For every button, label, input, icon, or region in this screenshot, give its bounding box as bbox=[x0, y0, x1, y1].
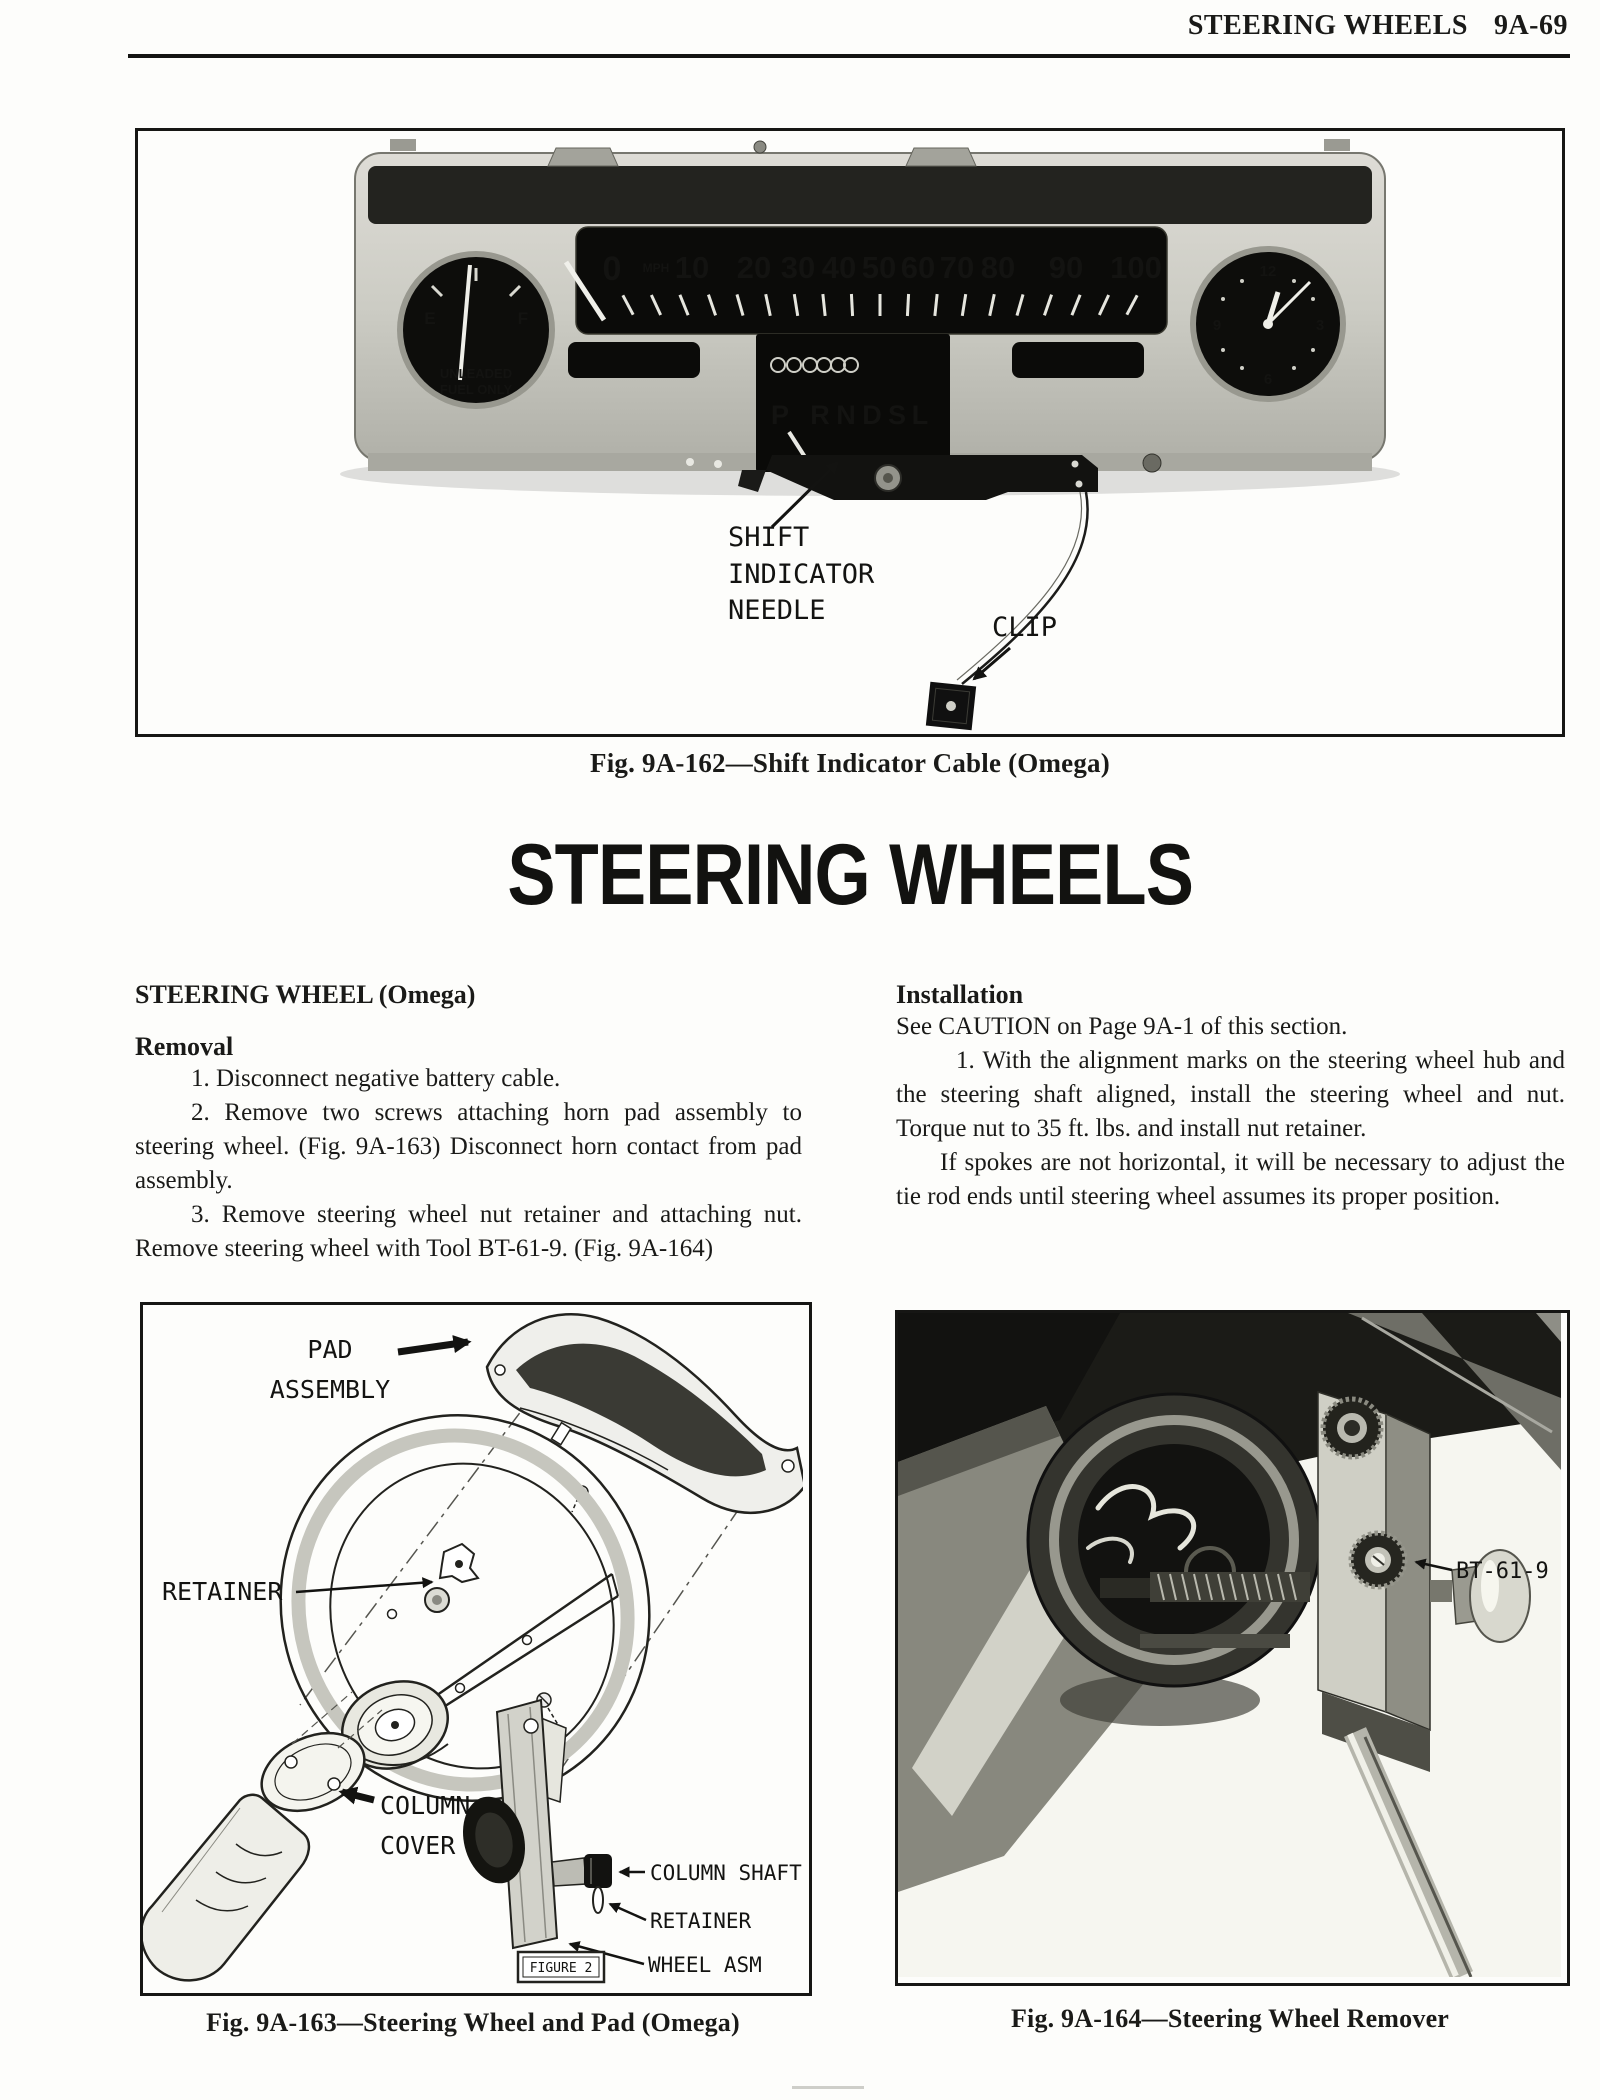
installation-paragraph: If spokes are not horizontal, it will be necessary to adjust the tie rod ends until steering wheel assumes its proper position. bbox=[896, 1149, 1565, 1210]
retainer-clip-drawing bbox=[440, 1544, 478, 1582]
gear-letter: L bbox=[911, 400, 929, 430]
fuel-f-label: F bbox=[517, 309, 529, 328]
clock-numeral: 12 bbox=[1259, 263, 1277, 280]
callout-text: NEEDLE bbox=[728, 595, 826, 626]
removal-step: 3. Remove steering wheel nut retainer and attaching nut. Remove steering wheel with Tool BT-61-9. (Fig. 9A-164) bbox=[135, 1201, 802, 1262]
gear-letter: D bbox=[862, 400, 882, 430]
installation-heading: Installation bbox=[896, 980, 1024, 1009]
figure-9a-162 bbox=[135, 128, 1565, 737]
speed-tick-label: 10 bbox=[674, 250, 710, 285]
removal-step: 2. Remove two screws attaching horn pad assembly to steering wheel. (Fig. 9A-163) Disconnect horn contact from pad assembly. bbox=[135, 1099, 802, 1194]
gear-letter: R bbox=[810, 400, 830, 430]
indicator-cable-highlight bbox=[957, 492, 1082, 680]
clock bbox=[1190, 246, 1346, 402]
retainer-lower-callout bbox=[610, 1904, 752, 1933]
clock-numeral: 3 bbox=[1315, 317, 1325, 334]
wheel-nut-drawing bbox=[425, 1588, 449, 1612]
steering-wheel-drawing bbox=[143, 1305, 803, 1987]
callout-text: RETAINER bbox=[162, 1577, 283, 1606]
mechanism-bolt-center bbox=[883, 473, 893, 483]
callout-text: SHIFT bbox=[728, 522, 810, 553]
header-page-number: 9A-69 bbox=[1493, 10, 1568, 41]
callout-text: PAD bbox=[307, 1335, 353, 1364]
header-rule bbox=[128, 54, 1570, 58]
speed-tick-label: 70 bbox=[939, 250, 975, 285]
clock-numeral: 9 bbox=[1212, 317, 1222, 334]
fuel-caption-line2: FUEL ONLY bbox=[439, 382, 513, 397]
callout-text: WHEEL ASM bbox=[648, 1953, 762, 1977]
puller-screw bbox=[1150, 1572, 1310, 1602]
figure-9a-163 bbox=[140, 1302, 812, 1996]
column-cover-callout bbox=[342, 1791, 470, 1860]
lower-socket bbox=[1351, 1533, 1405, 1587]
callout-arrow bbox=[342, 1792, 374, 1800]
gear-letter: P bbox=[770, 400, 790, 430]
gear-letter: S bbox=[887, 400, 907, 430]
lower-puller-bolt bbox=[1140, 1634, 1290, 1648]
page-header bbox=[130, 10, 1568, 42]
page-title-text: STEERING WHEELS bbox=[507, 827, 1193, 923]
clip-callout bbox=[974, 612, 1057, 679]
speed-zero: 0 bbox=[602, 250, 622, 288]
callout-text: RETAINER bbox=[650, 1909, 752, 1933]
callout-text: COLUMN bbox=[380, 1791, 471, 1820]
mount-tab bbox=[906, 148, 976, 166]
figure-tag-text: FIGURE 2 bbox=[529, 1961, 593, 1976]
wheel-remover-photo bbox=[898, 1313, 1561, 1977]
fuel-gauge bbox=[397, 251, 555, 409]
speed-tick-label: 60 bbox=[900, 250, 936, 285]
clock-hub bbox=[1263, 319, 1273, 329]
callout-arrow bbox=[398, 1342, 468, 1352]
right-column bbox=[896, 980, 1565, 1214]
fuel-caption-line1: UNLEADED bbox=[439, 366, 513, 381]
callout-arrow bbox=[296, 1582, 432, 1592]
bracket-ear bbox=[390, 139, 416, 151]
speed-tick-label: 50 bbox=[861, 250, 897, 285]
mount-screw bbox=[754, 141, 766, 153]
gear-indicator bbox=[756, 334, 950, 472]
speed-tick-label: 100 bbox=[1110, 250, 1162, 285]
speed-tick-label: 40 bbox=[821, 250, 857, 285]
shaft-end bbox=[1100, 1578, 1154, 1598]
figure-162-caption: Fig. 9A-162—Shift Indicator Cable (Omega) bbox=[590, 748, 1110, 778]
cable-clip bbox=[926, 682, 976, 731]
speed-tick-label: 30 bbox=[780, 250, 816, 285]
left-column bbox=[135, 980, 802, 1266]
callout-text: ASSEMBLY bbox=[269, 1375, 391, 1404]
page-title bbox=[100, 826, 1600, 925]
callout-text: CLIP bbox=[992, 612, 1058, 643]
lower-slot bbox=[568, 342, 700, 378]
scan-artifact bbox=[792, 2086, 864, 2089]
bracket-ear bbox=[1324, 139, 1350, 151]
flange-hole bbox=[714, 460, 722, 468]
bracket-rivet bbox=[1072, 461, 1079, 468]
figure-163-caption: Fig. 9A-163—Steering Wheel and Pad (Omega) bbox=[206, 2008, 740, 2037]
instrument-cluster-photo bbox=[138, 131, 1562, 734]
cluster-top-strip bbox=[368, 166, 1372, 224]
speedometer bbox=[566, 227, 1167, 334]
clock-numeral: 6 bbox=[1263, 371, 1273, 388]
callout-arrow bbox=[974, 648, 1010, 679]
callout-text: BT-61-9 bbox=[1456, 1559, 1549, 1584]
steering-wheel-heading: STEERING WHEEL (Omega) bbox=[135, 980, 476, 1009]
figure-2-tag bbox=[518, 1952, 604, 1982]
callout-text: INDICATOR bbox=[728, 559, 875, 590]
mount-tab bbox=[548, 148, 618, 166]
gear-letter: N bbox=[836, 400, 856, 430]
column-shaft-callout bbox=[620, 1861, 802, 1885]
pad-assembly-callout bbox=[270, 1335, 468, 1404]
speed-tick-label: 80 bbox=[980, 250, 1016, 285]
installation-paragraph: 1. With the alignment marks on the steering wheel hub and the steering shaft aligned, install the steering wheel and nut. Torque nut to 35 ft. lbs. and install nut retainer. bbox=[896, 1047, 1565, 1142]
speed-tick-label: 20 bbox=[736, 250, 772, 285]
header-section-title: STEERING WHEELS bbox=[1187, 10, 1468, 41]
indicator-cable bbox=[962, 492, 1088, 684]
upper-socket bbox=[1323, 1399, 1381, 1457]
caution-note: See CAUTION on Page 9A-1 of this section. bbox=[896, 1013, 1348, 1040]
flange-bolt bbox=[1143, 454, 1161, 472]
figure-9a-164 bbox=[895, 1310, 1570, 1986]
flange-hole bbox=[686, 458, 694, 466]
callout-arrow bbox=[610, 1904, 646, 1920]
mph-label: MPH bbox=[642, 261, 670, 275]
fuel-e-label: E bbox=[424, 309, 436, 328]
bracket-rivet bbox=[1076, 481, 1083, 488]
callout-text: COLUMN SHAFT bbox=[650, 1861, 802, 1885]
lower-slot bbox=[1012, 342, 1144, 378]
screw-shank bbox=[1430, 1580, 1452, 1602]
removal-heading: Removal bbox=[135, 1032, 234, 1061]
figure-164-caption: Fig. 9A-164—Steering Wheel Remover bbox=[1010, 2004, 1450, 2033]
callout-text: COVER bbox=[380, 1831, 456, 1860]
removal-step: 1. Disconnect negative battery cable. bbox=[191, 1065, 561, 1092]
steering-column-drawing bbox=[143, 1795, 309, 1981]
speed-tick-label: 90 bbox=[1048, 250, 1084, 285]
